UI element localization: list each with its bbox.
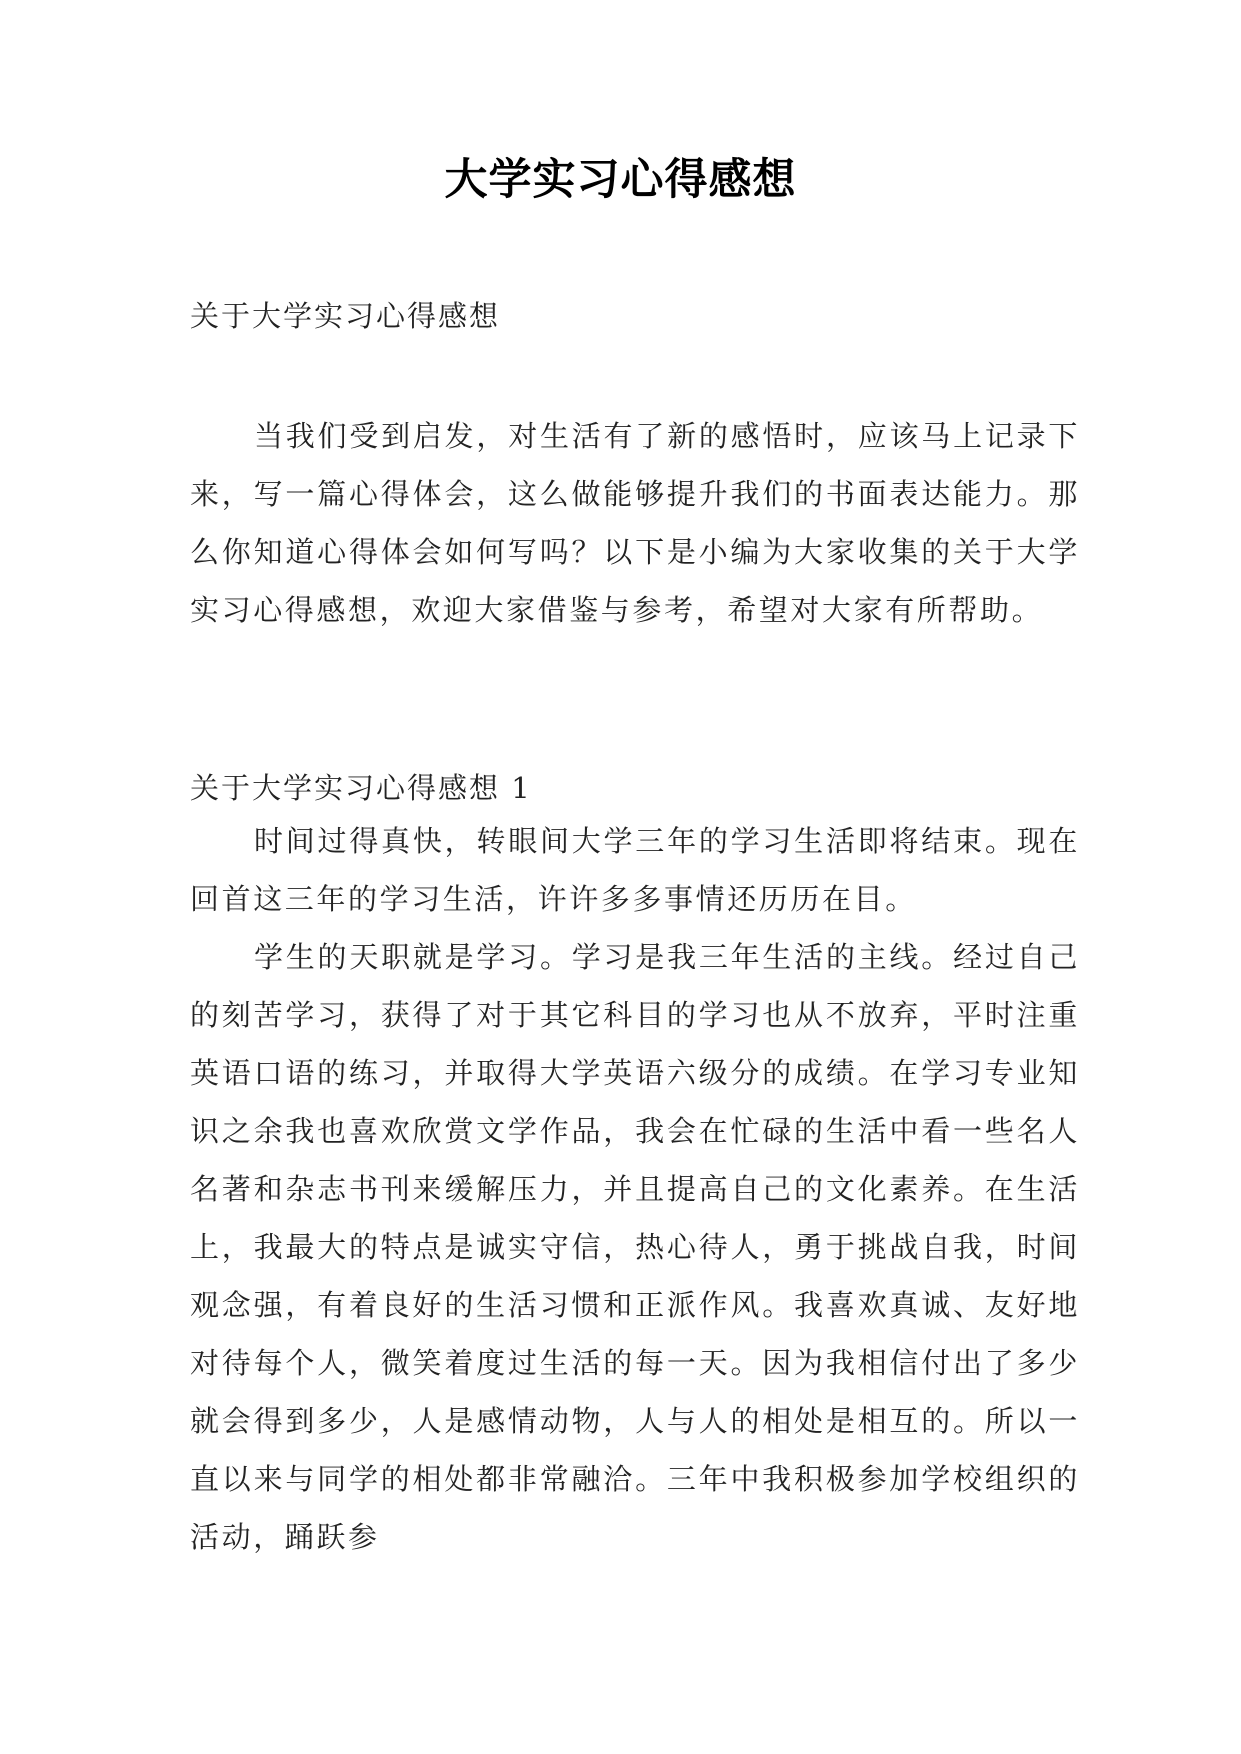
section-heading: 关于大学实习心得感想 1 — [190, 771, 532, 805]
document-subtitle: 关于大学实习心得感想 — [190, 299, 501, 333]
document-title: 大学实习心得感想 — [444, 155, 797, 205]
intro-paragraph: 当我们受到启发，对生活有了新的感悟时，应该马上记录下来，写一篇心得体会，这么做能够提升我们的书面表达能力。那么你知道心得体会如何写吗？以下是小编为大家收集的关于大学实习心得感想，欢迎大家借鉴与参考，希望对大家有所帮助。 — [190, 419, 1080, 627]
body-paragraph-2: 学生的天职就是学习。学习是我三年生活的主线。经过自己的刻苦学习，获得了对于其它科目的学习也从不放弃，平时注重英语口语的练习，并取得大学英语六级分的成绩。在学习专业知识之余我也喜欢欣赏文学作品，我会在忙碌的生活中看一些名人名著和杂志书刊来缓解压力，并且提高自己的文化素养。在生活上，我最大的特点是诚实守信，热心待人，勇于挑战自我，时间观念强，有着良好的生活习惯和正派作风。我喜欢真诚、友好地对待每个人，微笑着度过生活的每一天。因为我相信付出了多少就会得到多少，人是感情动物，人与人的相处是相互的。所以一直以来与同学的相处都非常融洽。三年中我积极参加学校组织的活动，踊跃参 — [190, 940, 1080, 1554]
body-paragraph-1: 时间过得真快，转眼间大学三年的学习生活即将结束。现在回首这三年的学习生活，许许多多事情还历历在目。 — [190, 824, 1080, 916]
